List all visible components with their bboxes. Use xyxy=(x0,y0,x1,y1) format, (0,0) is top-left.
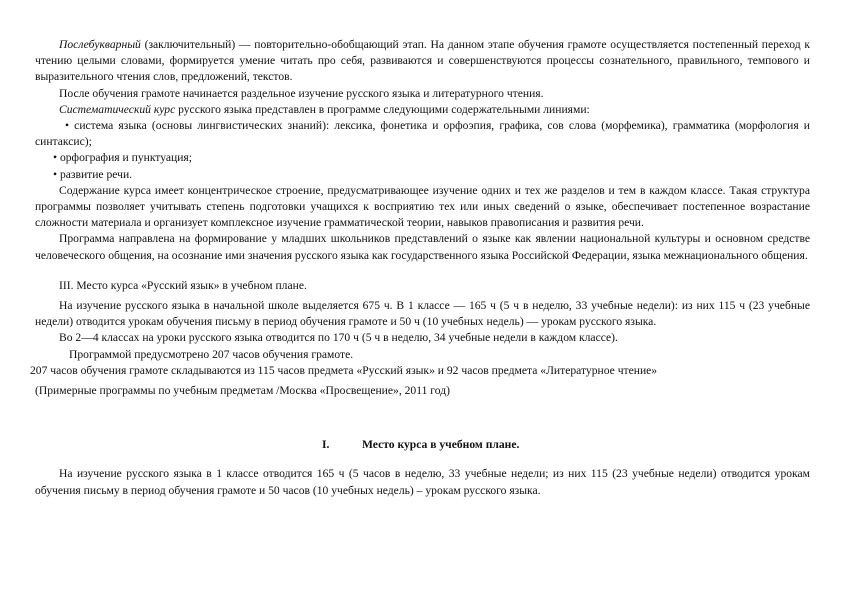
paragraph-program-aim: Программа направлена на формирование у младших школьников представлений о языке как явлении национальной культуры и основном средстве человеческого общения, на осознание ими значения русского языка как государственного языка Российской Федерации, языка межнационального общения. xyxy=(35,232,810,262)
term-post-alphabet: Послебукварный xyxy=(59,38,141,51)
section-3-title: III. Место курса «Русский язык» в учебном плане. xyxy=(59,278,307,292)
section-number: I. xyxy=(322,438,330,452)
source-citation: (Примерные программы по учебным предметам /Москва «Просвещение», 2011 год) xyxy=(35,384,450,398)
paragraph-text: (заключительный) — повторительно-обобщающий этап. На данном этапе обучения грамоте осуществляется постепенный переход к чтению целыми словами, формируется умение читать про себя, развиваются и совершенствуются процессы сознательного, правильного, темпового и выразительного чтения слов, предложений, текстов. xyxy=(35,38,810,84)
paragraph-207-breakdown: 207 часов обучения грамоте складываются из 115 часов предмета «Русский язык» и 92 часов предмета «Литературное чтение» xyxy=(30,363,658,377)
paragraph-post-alphabet xyxy=(35,37,810,86)
paragraph-systematic-course xyxy=(35,102,810,118)
bullet-item-speech: • развитие речи. xyxy=(53,167,133,181)
term-systematic-course: Систематический курс xyxy=(59,102,176,116)
paragraph-207-hours: Программой предусмотрено 207 часов обучения грамоте. xyxy=(69,347,354,361)
paragraph-separate-study: После обучения грамоте начинается раздельное изучение русского языка и литературного чтения. xyxy=(59,86,544,100)
paragraph-grade-1-hours: На изучение русского языка в 1 классе отводится 165 ч (5 часов в неделю, 33 учебные недели; из них 115 (23 учебные недели) отводится урокам обучения письму в период обучения грамоте и 50 часов (10 учебных недель) – урокам русского языка. xyxy=(35,467,810,497)
paragraph-grades-2-4: Во 2—4 классах на уроки русского языка отводится по 170 ч (5 ч в неделю, 34 учебные недели в каждом классе). xyxy=(59,331,618,345)
paragraph-text: русского языка представлен в программе следующими содержательными линиями: xyxy=(175,102,590,116)
paragraph-hours-total: На изучение русского языка в начальной школе выделяется 675 ч. В 1 классе — 165 ч (5 ч в неделю, 33 учебные недели): из них 115 ч (23 учебные недели) отводится урокам обучения письму в период обучения грамоте и 50 ч (10 учебных недель) — урокам русского языка. xyxy=(35,299,810,329)
section-title-text: Место курса в учебном плане. xyxy=(362,438,520,452)
section-1-title xyxy=(35,437,810,453)
bullet-item-orthography: • орфография и пунктуация; xyxy=(53,151,192,165)
paragraph-course-structure: Содержание курса имеет концентрическое строение, предусматривающее изучение одних и тех же разделов и тем в каждом классе. Такая структура программы позволяет учитывать степень подготовки учащихся к восприятию тех или иных сведений о языке, обеспечивает постепенное возрастание сложности материала и организует комплексное изучение грамматической теории, навыков правописания и развития речи. xyxy=(35,183,810,230)
bullet-item-language-system: • система языка (основы лингвистических знаний): лексика, фонетика и орфоэпия, графика, сов слова (морфемика), грамматика (морфология и синтаксис); xyxy=(35,119,810,149)
document-page xyxy=(30,37,810,499)
